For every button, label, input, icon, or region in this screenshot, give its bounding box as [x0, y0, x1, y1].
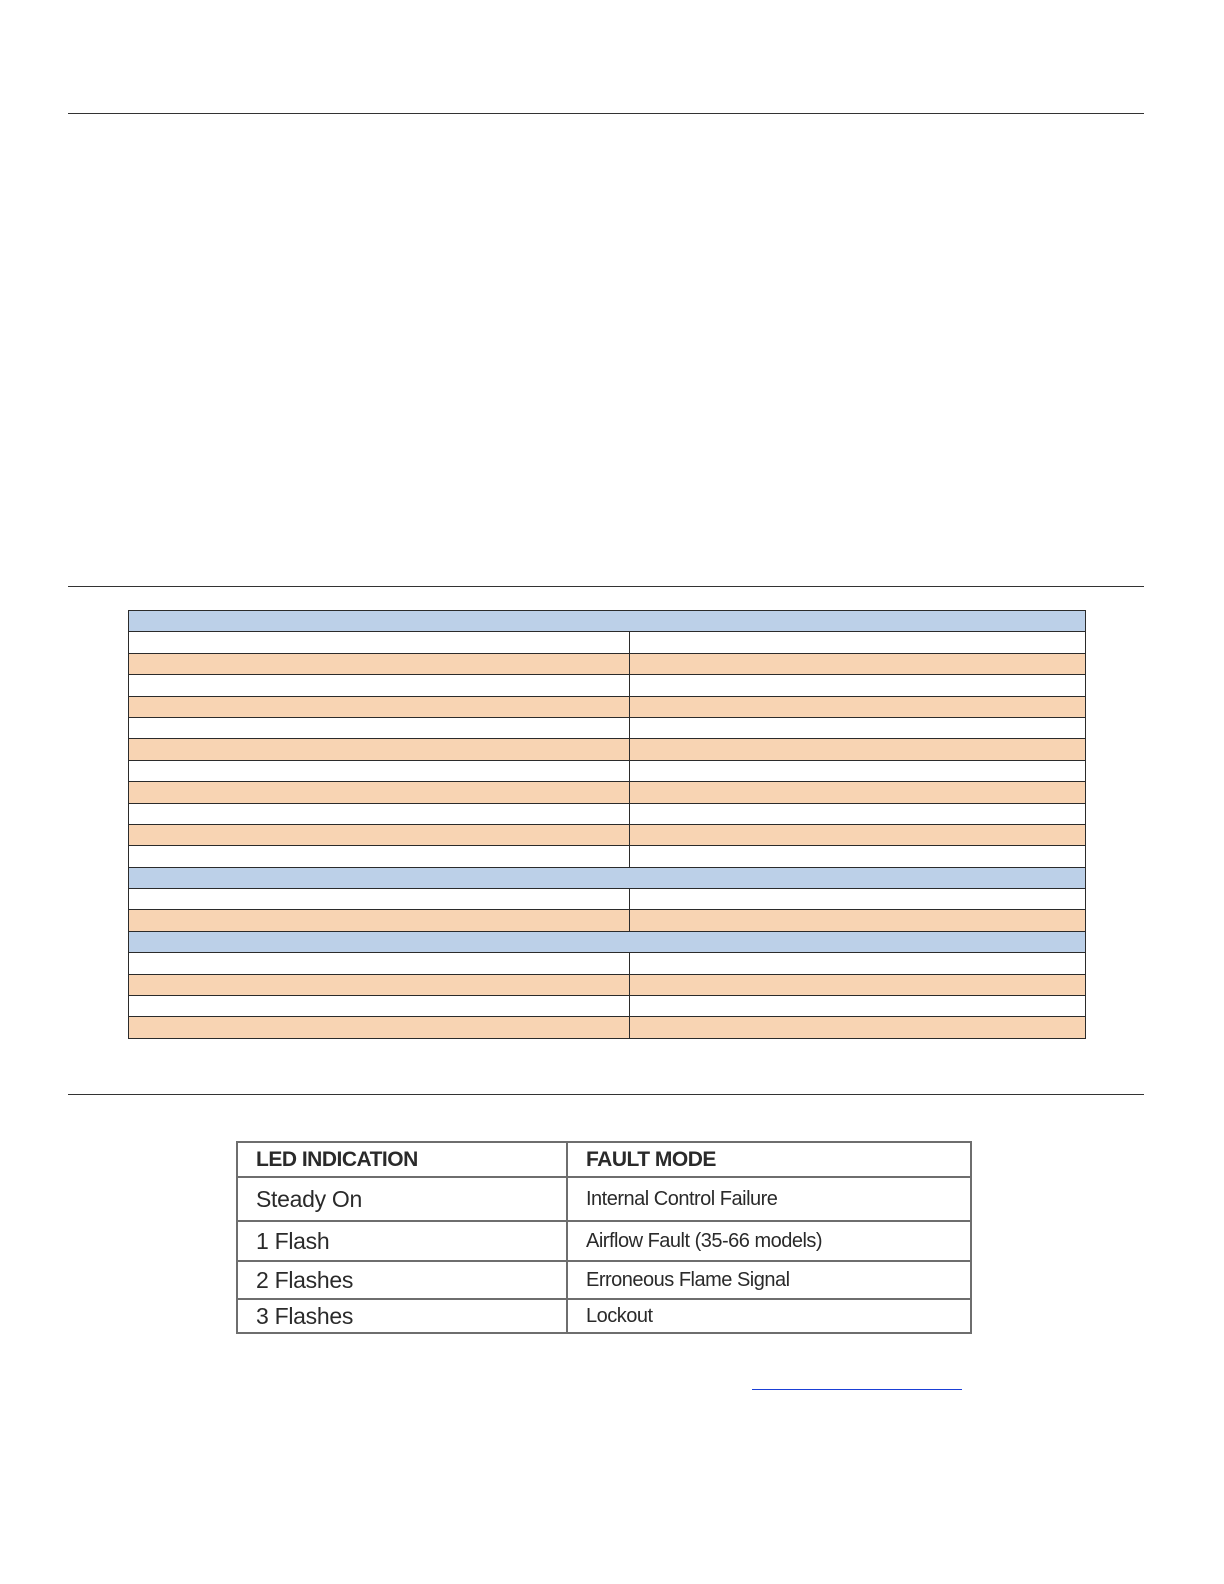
spec-label-cell: [129, 910, 630, 931]
spec-section-header-cell: [129, 931, 1086, 952]
spec-section-header-cell: [129, 867, 1086, 888]
hyperlink-underline[interactable]: [752, 1389, 962, 1390]
spec-row: [129, 653, 1086, 674]
spec-label-cell: [129, 974, 630, 995]
spec-section-header-row: [129, 867, 1086, 888]
table-row: [237, 1177, 971, 1221]
spec-label-cell: [129, 824, 630, 845]
spec-row: [129, 996, 1086, 1017]
spec-label-cell: [129, 1017, 630, 1038]
spec-row: [129, 910, 1086, 931]
spec-value-cell: [630, 803, 1086, 824]
fault-mode-cell: Internal Control Failure: [567, 1177, 971, 1221]
spec-row: [129, 696, 1086, 717]
table-row: [237, 1299, 971, 1333]
spec-label-cell: [129, 696, 630, 717]
spec-value-cell: [630, 974, 1086, 995]
section-divider-bottom: [68, 1094, 1144, 1095]
spec-label-cell: [129, 675, 630, 696]
spec-section-header-row: [129, 931, 1086, 952]
spec-value-cell: [630, 653, 1086, 674]
spec-value-cell: [630, 632, 1086, 653]
table-row: [237, 1261, 971, 1299]
spec-row: [129, 1017, 1086, 1038]
led-indication-cell: 1 Flash: [237, 1221, 567, 1261]
fault-table-header-row: [237, 1142, 971, 1177]
spec-value-cell: [630, 910, 1086, 931]
spec-row: [129, 974, 1086, 995]
spec-label-cell: [129, 717, 630, 738]
section-divider-middle: [68, 586, 1144, 587]
spec-row: [129, 675, 1086, 696]
spec-value-cell: [630, 996, 1086, 1017]
spec-value-cell: [630, 1017, 1086, 1038]
spec-label-cell: [129, 803, 630, 824]
spec-label-cell: [129, 632, 630, 653]
spec-row: [129, 889, 1086, 910]
spec-value-cell: [630, 782, 1086, 803]
fault-mode-cell: Erroneous Flame Signal: [567, 1261, 971, 1299]
spec-value-cell: [630, 824, 1086, 845]
spec-value-cell: [630, 953, 1086, 974]
spec-label-cell: [129, 953, 630, 974]
spec-value-cell: [630, 760, 1086, 781]
spec-value-cell: [630, 696, 1086, 717]
fault-mode-cell: Lockout: [567, 1299, 971, 1333]
header-fault-mode: FAULT MODE: [567, 1142, 971, 1177]
spec-label-cell: [129, 889, 630, 910]
table-row: [237, 1221, 971, 1261]
spec-row: [129, 739, 1086, 760]
led-indication-cell: Steady On: [237, 1177, 567, 1221]
header-led-indication: LED INDICATION: [237, 1142, 567, 1177]
spec-row: [129, 782, 1086, 803]
spec-row: [129, 953, 1086, 974]
spec-row: [129, 760, 1086, 781]
spec-section-header-cell: [129, 611, 1086, 632]
specifications-table: [128, 610, 1086, 1039]
spec-row: [129, 846, 1086, 867]
spec-value-cell: [630, 717, 1086, 738]
spec-row: [129, 717, 1086, 738]
spec-label-cell: [129, 846, 630, 867]
led-indication-cell: 2 Flashes: [237, 1261, 567, 1299]
spec-row: [129, 824, 1086, 845]
spec-label-cell: [129, 653, 630, 674]
spec-value-cell: [630, 739, 1086, 760]
spec-label-cell: [129, 782, 630, 803]
spec-value-cell: [630, 889, 1086, 910]
spec-value-cell: [630, 675, 1086, 696]
spec-label-cell: [129, 996, 630, 1017]
led-indication-cell: 3 Flashes: [237, 1299, 567, 1333]
spec-label-cell: [129, 760, 630, 781]
spec-row: [129, 803, 1086, 824]
section-divider-top: [68, 113, 1144, 114]
fault-mode-cell: Airflow Fault (35-66 models): [567, 1221, 971, 1261]
spec-section-header-row: [129, 611, 1086, 632]
spec-row: [129, 632, 1086, 653]
spec-value-cell: [630, 846, 1086, 867]
led-fault-table: [236, 1141, 972, 1334]
spec-label-cell: [129, 739, 630, 760]
